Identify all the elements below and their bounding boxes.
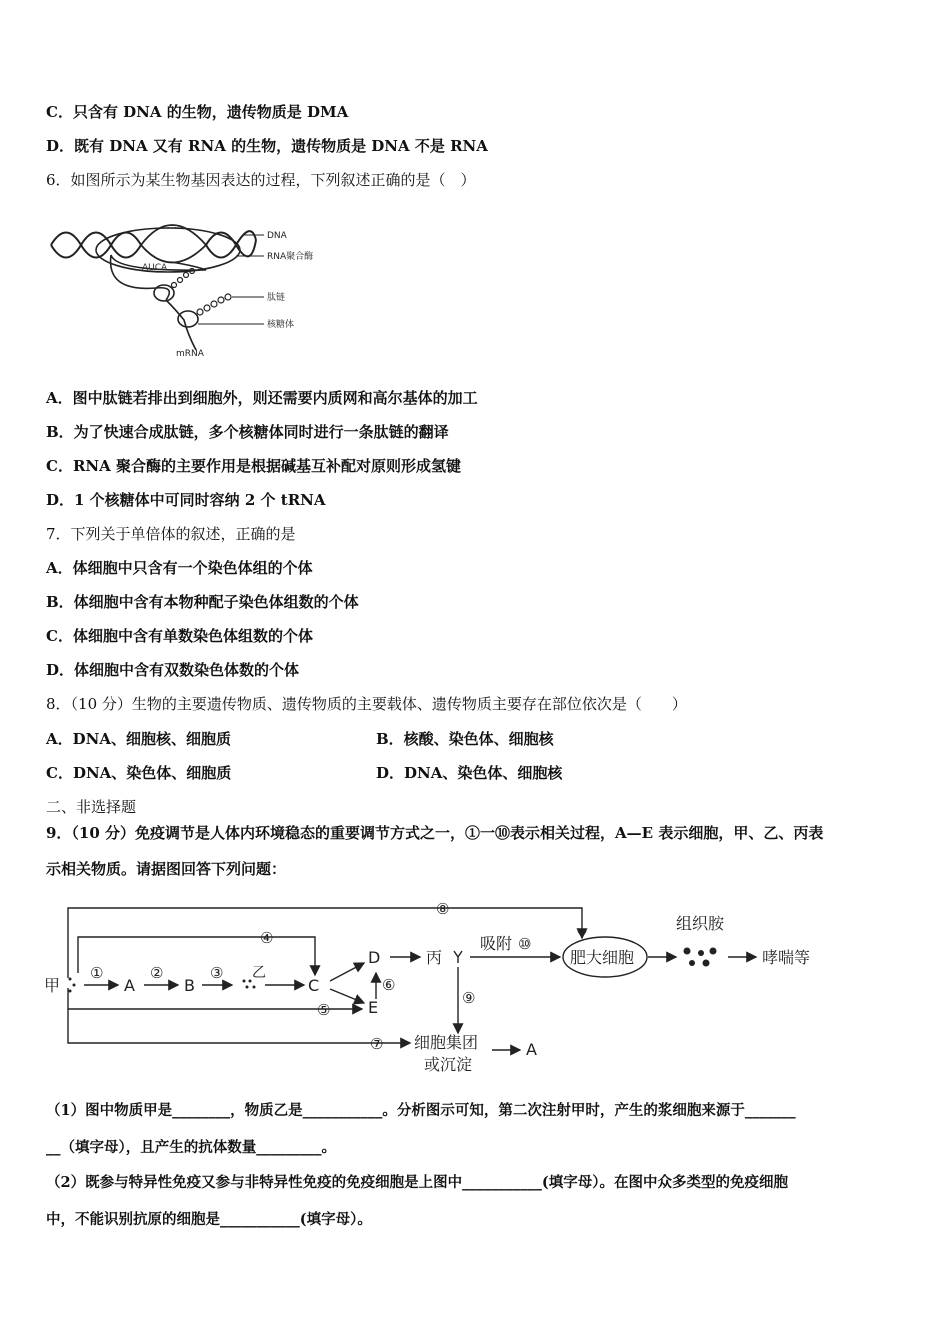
section-heading: 二、非选择题 [46, 798, 137, 816]
circled-7: ⑦ [370, 1035, 384, 1053]
q9-stem-line2: 示相关物质。请据图回答下列问题： [46, 860, 287, 878]
q5-option-c: C．只含有 DNA 的生物，遗传物质是 DMA [46, 103, 349, 121]
label-histamine: 组织胺 [676, 914, 725, 933]
q6-option-b: B．为了快速合成肽链，多个核糖体同时进行一条肽链的翻译 [46, 423, 449, 441]
q9-part2-line1: （2）既参与特异性免疫又参与非特异性免疫的免疫细胞是上图中___________(填字母）。在图中众多类型的免疫细胞 [46, 1174, 788, 1191]
circled-2: ② [150, 964, 164, 982]
q8-option-c: C．DNA、染色体、细胞质 [46, 764, 232, 782]
label-jia: 甲 [44, 976, 61, 995]
q6-stem: 6．如图所示为某生物基因表达的过程，下列叙述正确的是（ ） [46, 171, 476, 189]
label-cell-e: E [368, 998, 379, 1017]
svg-text:~~~: ~~~ [166, 223, 187, 232]
circled-3: ③ [210, 964, 224, 982]
label-cell-c: C [308, 976, 320, 995]
q6-option-d: D．1 个核糖体中可同时容纳 2 个 tRNA [46, 491, 326, 509]
circled-10: ⑩ [518, 935, 532, 953]
label-cell-a-2: A [526, 1040, 537, 1059]
q7-option-c: C．体细胞中含有单数染色体组数的个体 [46, 627, 313, 645]
q8-option-b: B．核酸、染色体、细胞核 [376, 730, 554, 748]
q6-option-a: A．图中肽链若排出到细胞外，则还需要内质网和高尔基体的加工 [46, 389, 478, 407]
peptide-label: 肽链 [267, 293, 286, 303]
q9-stem-line1: 9．（10 分）免疫调节是人体内环境稳态的重要调节方式之一，①一⑩表示相关过程，A—E 表示细胞，甲、乙、丙表 [46, 824, 824, 842]
q9-part1-line2: __（填字母），且产生的抗体数量_________。 [46, 1139, 336, 1156]
label-cell-a: A [124, 976, 135, 995]
label-clump-1: 细胞集团 [414, 1033, 479, 1052]
label-bing: 丙 [426, 948, 443, 967]
circled-5: ⑤ [317, 1001, 331, 1019]
label-clump-2: 或沉淀 [424, 1055, 473, 1074]
circled-9: ⑨ [462, 989, 476, 1007]
rna-polymerase-label: RNA聚合酶 [267, 252, 314, 262]
label-adsorb: 吸附 [480, 934, 513, 953]
q6-option-c: C．RNA 聚合酶的主要作用是根据碱基互补配对原则形成氢键 [46, 457, 461, 475]
q8-stem: 8．（10 分）生物的主要遗传物质、遗传物质的主要载体、遗传物质主要存在部位依次是（ ） [46, 695, 687, 713]
mrna-label: mRNA [176, 349, 204, 359]
q7-option-b: B．体细胞中含有本物种配子染色体组数的个体 [46, 593, 359, 611]
circled-1: ① [90, 964, 104, 982]
label-mast-cell: 肥大细胞 [570, 948, 635, 967]
immune-regulation-diagram [40, 893, 840, 1078]
q8-option-a: A．DNA、细胞核、细胞质 [46, 730, 231, 748]
q5-option-d: D．既有 DNA 又有 RNA 的生物，遗传物质是 DNA 不是 RNA [46, 137, 488, 155]
label-asthma: 哮喘等 [762, 948, 811, 967]
gene-expression-figure [46, 200, 346, 365]
label-yi: 乙 [252, 965, 266, 981]
label-cell-b: B [184, 976, 195, 995]
ribosome-label: 核糖体 [267, 320, 295, 330]
sequence-label: AUCA [142, 263, 168, 273]
q7-option-d: D．体细胞中含有双数染色体数的个体 [46, 661, 300, 679]
label-cell-d: D [368, 948, 381, 967]
dna-label: DNA [267, 231, 287, 241]
q8-option-d: D．DNA、染色体、细胞核 [376, 764, 563, 782]
circled-6: ⑥ [382, 976, 396, 994]
q7-option-a: A．体细胞中只含有一个染色体组的个体 [46, 559, 313, 577]
circled-8: ⑧ [436, 900, 450, 918]
q7-stem: 7．下列关于单倍体的叙述，正确的是 [46, 525, 296, 543]
q9-part1-line1: （1）图中物质甲是________，物质乙是___________。分析图示可知，第二次注射甲时，产生的浆细胞来源于_______ [46, 1102, 796, 1119]
circled-4: ④ [260, 929, 274, 947]
q9-part2-line2: 中，不能识别抗原的细胞是___________(填字母）。 [46, 1211, 372, 1228]
